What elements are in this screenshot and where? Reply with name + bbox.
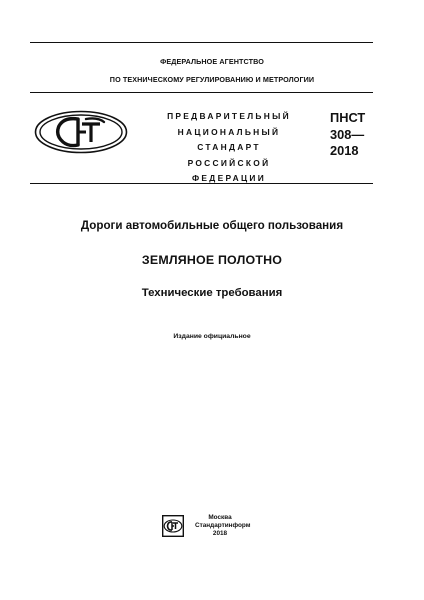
gost-r-emblem-icon: [34, 110, 128, 154]
standard-type-line: НАЦИОНАЛЬНЫЙ: [177, 126, 281, 137]
standard-type-line: ФЕДЕРАЦИИ: [191, 173, 267, 184]
standard-code-line: 2018: [330, 143, 359, 158]
standard-code-line: ПНСТ: [330, 110, 366, 125]
standard-type-line: РОССИЙСКОЙ: [187, 157, 271, 168]
divider-rule: [30, 183, 373, 184]
standard-code: [330, 110, 365, 160]
publisher-logo: [162, 515, 184, 537]
agency-line-1: ФЕДЕРАЛЬНОЕ АГЕНТСТВО: [160, 57, 264, 66]
document-subject: Дороги автомобильные общего пользования: [80, 219, 344, 232]
edition-label: Издание официальное: [173, 333, 251, 340]
document-subtitle: Технические требования: [141, 287, 283, 299]
header-rule: [30, 92, 373, 93]
standard-code-line: 308—: [330, 126, 365, 142]
standard-type-line: СТАНДАРТ: [197, 142, 261, 153]
standard-type-line: ПРЕДВАРИТЕЛЬНЫЙ: [167, 111, 291, 121]
gost-r-logo: [34, 110, 128, 154]
publisher-info: [195, 514, 251, 538]
publisher-name: Стандартинформ: [195, 522, 251, 529]
publisher-city: Москва: [208, 514, 232, 521]
agency-line-2: ПО ТЕХНИЧЕСКОМУ РЕГУЛИРОВАНИЮ И МЕТРОЛОГИИ: [109, 75, 315, 84]
document-title: ЗЕМЛЯНОЕ ПОЛОТНО: [141, 253, 283, 267]
standard-type: [150, 109, 308, 187]
publisher-year: 2018: [212, 530, 228, 537]
top-rule: [30, 42, 373, 43]
standartinform-logo-icon: [162, 515, 184, 537]
